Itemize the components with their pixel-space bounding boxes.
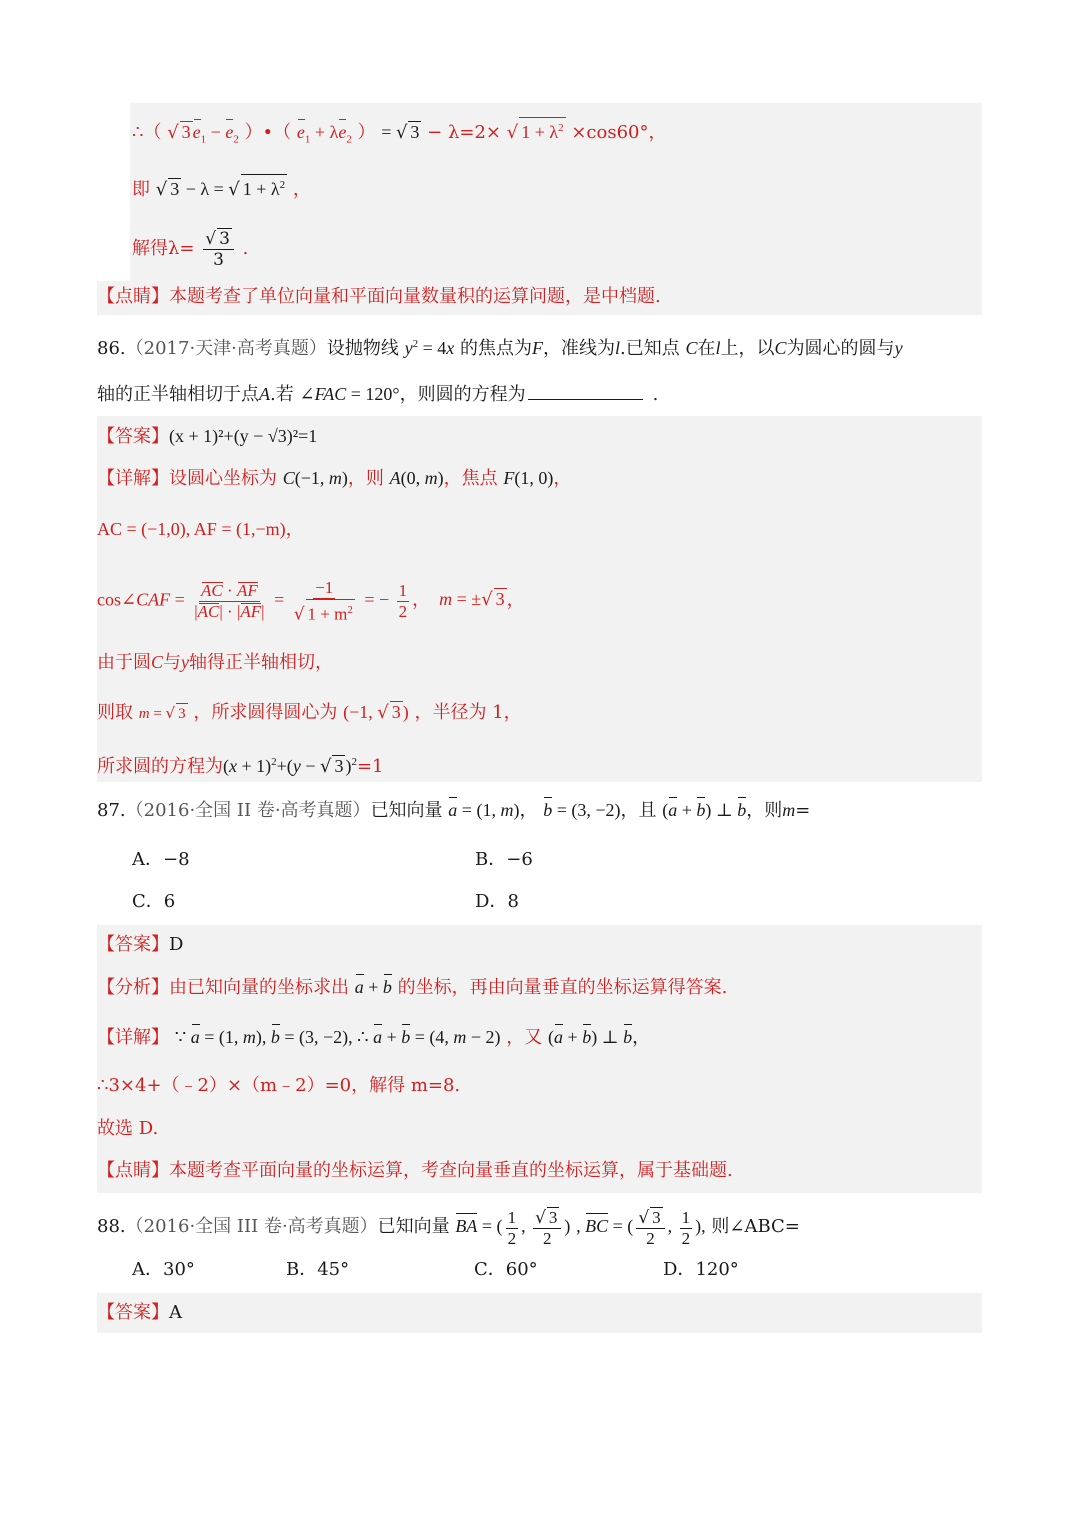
eq-right-vector: $e_1 + \lambda e_2$ (297, 122, 352, 142)
prev-equation-line: ∴（ √ 3 $e_1 - e_2$ ）•（ $e_1 + \lambda e_2$ ） = √ 3 − λ=2× √ $1 + \lambda^2 \times\cos 60^\circ$， (132, 117, 666, 154)
q88-stem: 88.（2016·全国 III 卷·高考真题）已知向量 BA = ( $\frac{1}{2}$ , $\frac{√ 3}{2}$ ) , BC = ( $\frac{√ 3}{2}$ , $\frac{1}{2}$ ), 则∠ABC= (97, 1207, 800, 1248)
q87-stem: 87.（2016·全国 II 卷·高考真题）已知向量 a = (1, m)， b = (3, −2)，且 (a + b) ⊥ b，则m= (97, 796, 810, 825)
q86-detail-line6: 所求圆的方程为$(x + 1)^2+(y$ − √ 3 )$^2$=1 (97, 756, 384, 777)
q87-dianjing-line: 【点睛】本题考查平面向量的坐标运算，考查向量垂直的坐标运算，属于基础题. (97, 1160, 733, 1181)
q87-option-b[interactable]: B．−6 (475, 849, 533, 870)
q86-answer-line: 【答案】(x + 1)²+(y − √3)²=1 (97, 426, 318, 447)
q87-detail-line3: 故选 D. (97, 1118, 159, 1139)
q86-detail-line2: AC = (−1,0), AF = (1,−m)， (97, 519, 304, 539)
q87-solution-box (97, 925, 982, 1193)
q88-option-a[interactable]: A．30° (132, 1259, 195, 1280)
q86-detail-line3: cos∠CAF = $\frac{AC \cdot AF}{|AC| \cdot |AF|}$ = $\frac{-1}{√ 1 + m^2}$ = − $\frac{1}{2}$ ， m = ±√ 3 ， (97, 578, 525, 625)
q87-option-d[interactable]: D．8 (475, 891, 519, 912)
q88-answer-box (97, 1293, 982, 1333)
eq-value: = √ 3 (381, 122, 420, 143)
q87-detail-line2: ∴3×4+（﹣2）×（m﹣2）=0，解得 m=8. (97, 1075, 461, 1096)
q86-detail-line4: 由于圆C与y轴得正半轴相切， (97, 652, 334, 673)
q86-stem-line2: 轴的正半轴相切于点A.若 ∠FAC = 120°，则圆的方程为 . (97, 380, 658, 409)
prev-dianjing-line: 【点睛】本题考查了单位向量和平面向量数量积的运算问题，是中档题. (97, 286, 661, 307)
jiede-fraction: $\frac{√ 3}{3}$ (203, 228, 234, 270)
prev-jiede-line: 解得λ= $\frac{√ 3}{3}$ . (132, 229, 249, 270)
prev-ji-line: 即 √ 3 − λ = √ $1 + \lambda^2$ ， (132, 174, 311, 204)
eq-left-vector: √ 3 $e_1 - e_2$ (167, 122, 239, 142)
q87-analysis-line: 【分析】由已知向量的坐标求出 a + b 的坐标，再由向量垂直的坐标运算得答案. (97, 973, 727, 1002)
q87-option-a[interactable]: A．−8 (132, 849, 190, 870)
q87-option-c[interactable]: C．6 (132, 891, 176, 912)
q87-detail-line1: 【详解】 ∵ a = (1, m), b = (3, −2), ∴ a + b = (4, m − 2) ，又 (a + b) ⊥ b， (97, 1023, 650, 1052)
q88-answer-line: 【答案】A (97, 1302, 182, 1323)
q88-option-d[interactable]: D．120° (663, 1259, 739, 1280)
ji-equation: √ 3 − λ = √ $1 + \lambda^2$ (156, 179, 287, 199)
q88-option-c[interactable]: C．60° (474, 1259, 538, 1280)
q87-answer-line: 【答案】D (97, 934, 184, 955)
answer-blank (528, 381, 643, 400)
q86-detail-line5: 则取 m = √ 3 ，所求圆得圆心为 (−1, √ 3 ) ，半径为 1， (97, 702, 522, 723)
q86-detail-line1: 【详解】设圆心坐标为 C(−1, m)，则 A(0, m)，焦点 F(1, 0)， (97, 468, 572, 489)
q86-stem-line1: 86.（2017·天津·高考真题）设抛物线 $y^2 = 4x$ 的焦点为F，准线为l.已知点 C在l上，以C为圆心的圆与y (97, 338, 903, 359)
eq-sqrt-term: √ $1 + \lambda^2$ (507, 122, 566, 142)
q88-option-b[interactable]: B．45° (286, 1259, 350, 1280)
